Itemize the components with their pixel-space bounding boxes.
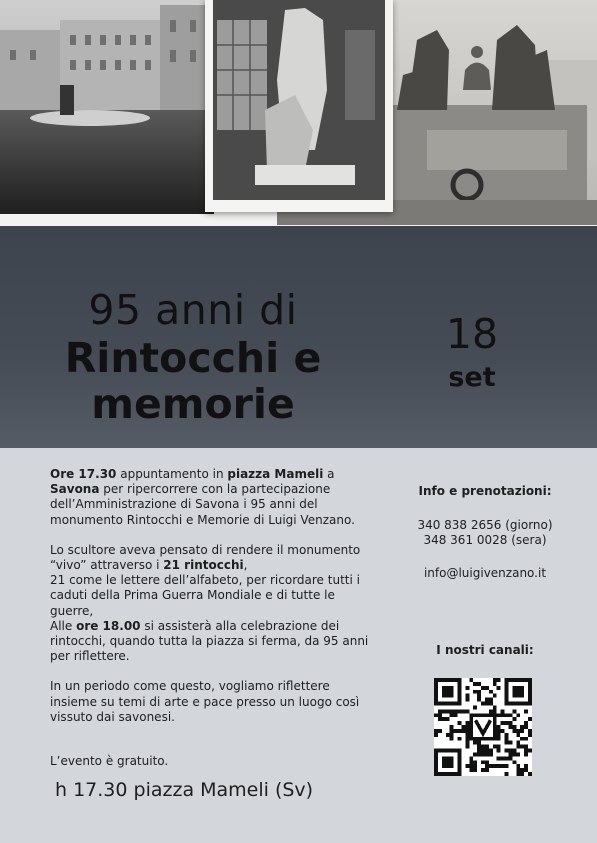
ceremony-time: ore 18.00 (76, 618, 141, 633)
qr-code-graphic (434, 678, 532, 776)
info-heading: Info e prenotazioni: (418, 484, 552, 498)
time-and-place: h 17.30 piazza Mameli (Sv) (55, 779, 314, 801)
text-span: 21 come le lettere dell’alfabeto, per ricordare tutti i caduti della Prima Guerra Mondiale e di tutte le guerre, (50, 573, 360, 618)
text-span: , (243, 558, 248, 573)
description-paragraph-2 (50, 543, 370, 665)
text-span: si assisterà alla celebrazione dei rintocchi, quando tutta la piazza si ferma, da 95 anni per riflettere. (50, 618, 369, 664)
event-date-day: 18 (445, 310, 499, 358)
free-entry-note: L’evento è gratuito. (50, 754, 169, 768)
event-title-line2: Rintocchi e (64, 334, 322, 382)
chimes-count: 21 rintocchi (163, 558, 244, 573)
contact-info (395, 484, 575, 659)
event-title-line1: 95 anni di (88, 286, 298, 334)
historic-crowd-photo (0, 0, 214, 214)
text-span: Alle (50, 618, 77, 633)
sculpture-workshop-photo (205, 0, 393, 212)
text-span: appuntamento in (116, 467, 228, 481)
event-title-line3: memorie (91, 380, 295, 428)
text-span: a (323, 467, 335, 481)
description-paragraph-1 (50, 467, 370, 528)
event-description (50, 467, 370, 740)
phone-day[interactable]: 340 838 2656 (giorno) (417, 517, 553, 532)
start-time: Ore 17.30 (50, 467, 117, 481)
location-name: piazza Mameli (227, 467, 324, 481)
text-span: per ripercorrere con la partecipazione dell’Amministrazione di Savona i 95 anni del monumento Rintocchi e Memorie di Luigi Venzano. (50, 482, 355, 527)
phone-evening[interactable]: 348 361 0028 (sera) (423, 533, 547, 547)
event-title (0, 335, 386, 427)
email-link[interactable]: info@luigivenzano.it (423, 565, 547, 580)
qr-code-icon[interactable] (434, 678, 532, 776)
city-name: Savona (50, 482, 100, 497)
description-paragraph-3: In un periodo come questo, vogliamo riflettere insieme su temi di arte e pace presso un luogo così vissuto dai savonesi. (50, 679, 360, 724)
photo-collage (0, 0, 597, 232)
event-date-month: set (448, 362, 496, 393)
channels-heading: I nostri canali: (436, 643, 534, 657)
text-span: Lo scultore aveva pensato di rendere il monumento “vivo” attraverso i (50, 542, 361, 573)
